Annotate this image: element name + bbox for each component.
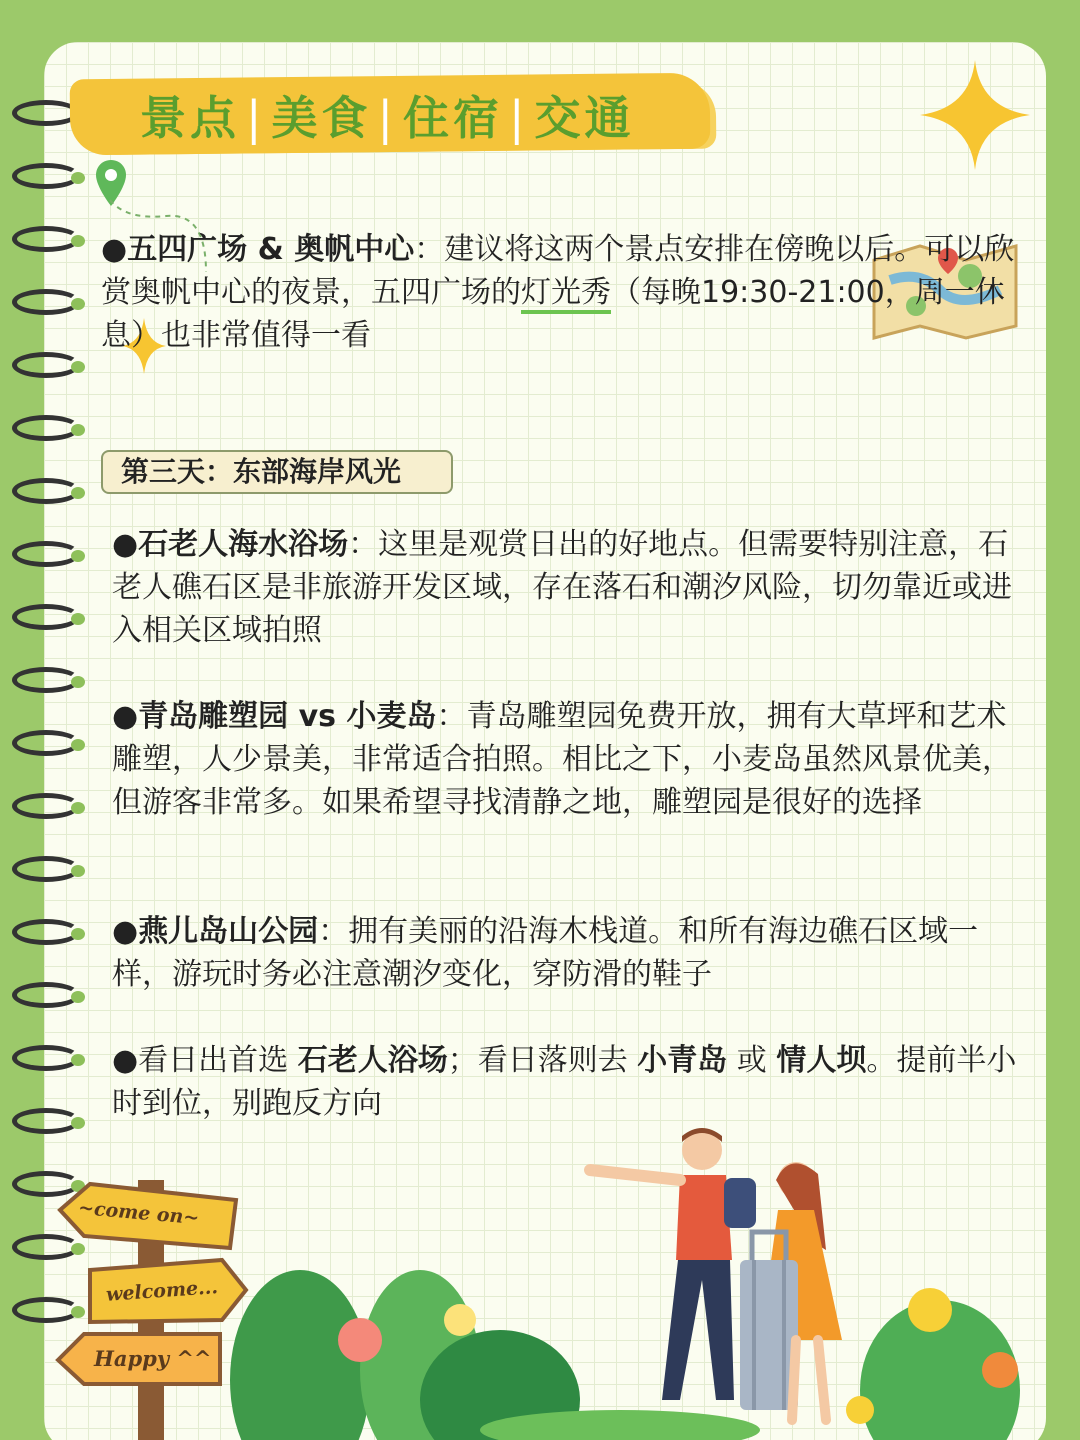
- header-title: 景点 | 美食 | 住宿 | 交通: [140, 91, 635, 145]
- sign-text-3: Happy ^^: [94, 1346, 212, 1371]
- sign-text-1: ~come on~: [77, 1196, 201, 1230]
- item-shilaoren: ●石老人海水浴场：这里是观赏日出的好地点。但需要特别注意，石老人礁石区是非旅游开发区域，存在落石和潮汐风险，切勿靠近或进入相关区域拍照: [112, 527, 1012, 648]
- item-sculpture-park: ●青岛雕塑园 vs 小麦岛：青岛雕塑园免费开放，拥有大草坪和艺术雕塑，人少景美，非常适合拍照。相比之下，小麦岛虽然风景优美，但游客非常多。如果希望寻找清静之地，雕塑园是很好的选择: [112, 699, 1012, 820]
- travelers-illustration: [570, 1120, 890, 1440]
- item-title: 燕儿岛山公园: [138, 914, 319, 949]
- tip-sunrise-sunset: ●看日出首选 石老人浴场；看日落则去 小青岛 或 情人坝。提前半小时到位，别跑反方向: [112, 1043, 1017, 1121]
- item-title: 青岛雕塑园 vs 小麦岛: [138, 699, 437, 734]
- sign-text-2: welcome...: [105, 1276, 219, 1306]
- day-badge: 第三天：东部海岸风光: [101, 450, 453, 494]
- highlight-lightshow: 灯光秀: [521, 275, 611, 314]
- section-title: 五四广场 & 奥帆中心: [127, 232, 415, 267]
- section-wusi-aofan: ●五四广场 & 奥帆中心：建议将这两个景点安排在傍晚以后。可以欣赏奥帆中心的夜景，五四广场的灯光秀（每晚19:30-21:00，周一休息）也非常值得一看: [101, 232, 1015, 353]
- signpost-illustration: [50, 1170, 250, 1440]
- item-title: 石老人海水浴场: [138, 527, 349, 562]
- sparkle-icon: [920, 60, 1030, 170]
- item-yanerdao: ●燕儿岛山公园：拥有美丽的沿海木栈道。和所有海边礁石区域一样，游玩时务必注意潮汐变化，穿防滑的鞋子: [112, 914, 979, 992]
